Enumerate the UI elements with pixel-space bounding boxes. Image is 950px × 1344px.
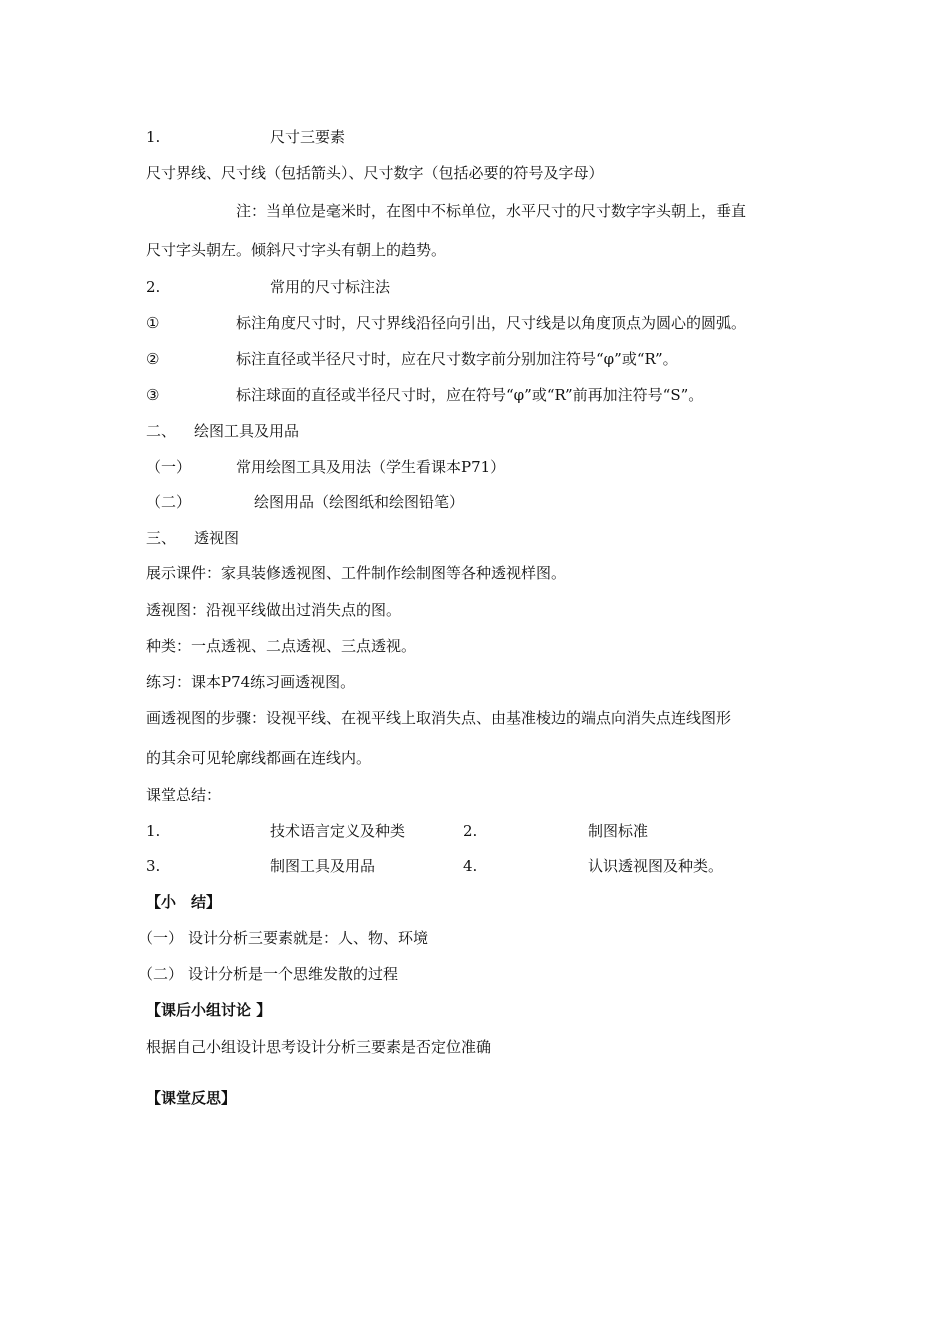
list-item-1-text: 标注角度尺寸时，尺寸界线沿径向引出，尺寸线是以角度顶点为圆心的圆弧。: [236, 314, 747, 332]
summary-4-text: 认识透视图及种类。: [588, 857, 724, 875]
summary-3-number: 3.: [146, 857, 161, 875]
text-line-7: 课堂总结：: [146, 786, 222, 804]
summary-2-number: 2.: [463, 822, 478, 840]
summary-1-number: 1.: [146, 822, 161, 840]
summary-4-number: 4.: [463, 857, 478, 875]
reflection-heading: 【课堂反思】: [146, 1089, 237, 1107]
text-line-1: 展示课件：家具装修透视图、工件制作绘制图等各种透视样图。: [146, 564, 567, 582]
text-line-5: 画透视图的步骤：设视平线、在视平线上取消失点、由基准棱边的端点向消失点连线图形: [146, 709, 732, 727]
xiaojie-item-1-text: 设计分析三要素就是：人、物、环境: [188, 929, 429, 947]
text-line-4: 练习：课本P74练习画透视图。: [146, 673, 356, 691]
discussion-heading: 【课后小组讨论 】: [146, 1001, 272, 1019]
section-2-title: 常用的尺寸标注法: [270, 278, 391, 296]
list-item-3-mark: ③: [146, 386, 160, 404]
part-2-sub-2-text: 绘图用品（绘图纸和绘图铅笔）: [254, 493, 465, 511]
note-line-2: 尺寸字头朝左。倾斜尺寸字头有朝上的趋势。: [146, 241, 447, 259]
summary-1-text: 技术语言定义及种类: [270, 822, 406, 840]
list-item-1-mark: ①: [146, 314, 160, 332]
text-line-2: 透视图：沿视平线做出过消失点的图。: [146, 601, 402, 619]
part-3-title: 透视图: [194, 529, 240, 547]
part-2-title: 绘图工具及用品: [194, 422, 300, 440]
summary-3-text: 制图工具及用品: [270, 857, 376, 875]
discussion-text: 根据自己小组设计思考设计分析三要素是否定位准确: [146, 1038, 492, 1056]
section-1-title: 尺寸三要素: [270, 128, 346, 146]
xiaojie-item-2-number: （二）: [138, 965, 184, 983]
xiaojie-item-1-number: （一）: [138, 929, 184, 947]
list-item-2-text: 标注直径或半径尺寸时，应在尺寸数字前分别加注符号“φ”或“R”。: [236, 350, 678, 368]
note-line-1: 注：当单位是毫米时，在图中不标单位，水平尺寸的尺寸数字字头朝上，垂直: [236, 202, 747, 220]
list-item-2-mark: ②: [146, 350, 160, 368]
part-2-sub-1-text: 常用绘图工具及用法（学生看课本P71）: [236, 458, 506, 476]
summary-2-text: 制图标准: [588, 822, 649, 840]
part-2-number: 二、: [146, 422, 177, 440]
section-1-content: 尺寸界线、尺寸线（包括箭头）、尺寸数字（包括必要的符号及字母）: [146, 164, 604, 182]
xiaojie-item-2-text: 设计分析是一个思维发散的过程: [188, 965, 399, 983]
part-3-number: 三、: [146, 529, 177, 547]
xiaojie-heading: 【小 结】: [146, 893, 222, 911]
section-1-number: 1.: [146, 128, 161, 146]
part-2-sub-2-number: （二）: [146, 493, 192, 511]
part-2-sub-1-number: （一）: [146, 458, 192, 476]
list-item-3-text: 标注球面的直径或半径尺寸时，应在符号“φ”或“R”前再加注符号“S”。: [236, 386, 704, 404]
section-2-number: 2.: [146, 278, 161, 296]
text-line-6: 的其余可见轮廓线都画在连线内。: [146, 749, 372, 767]
text-line-3: 种类：一点透视、二点透视、三点透视。: [146, 637, 417, 655]
